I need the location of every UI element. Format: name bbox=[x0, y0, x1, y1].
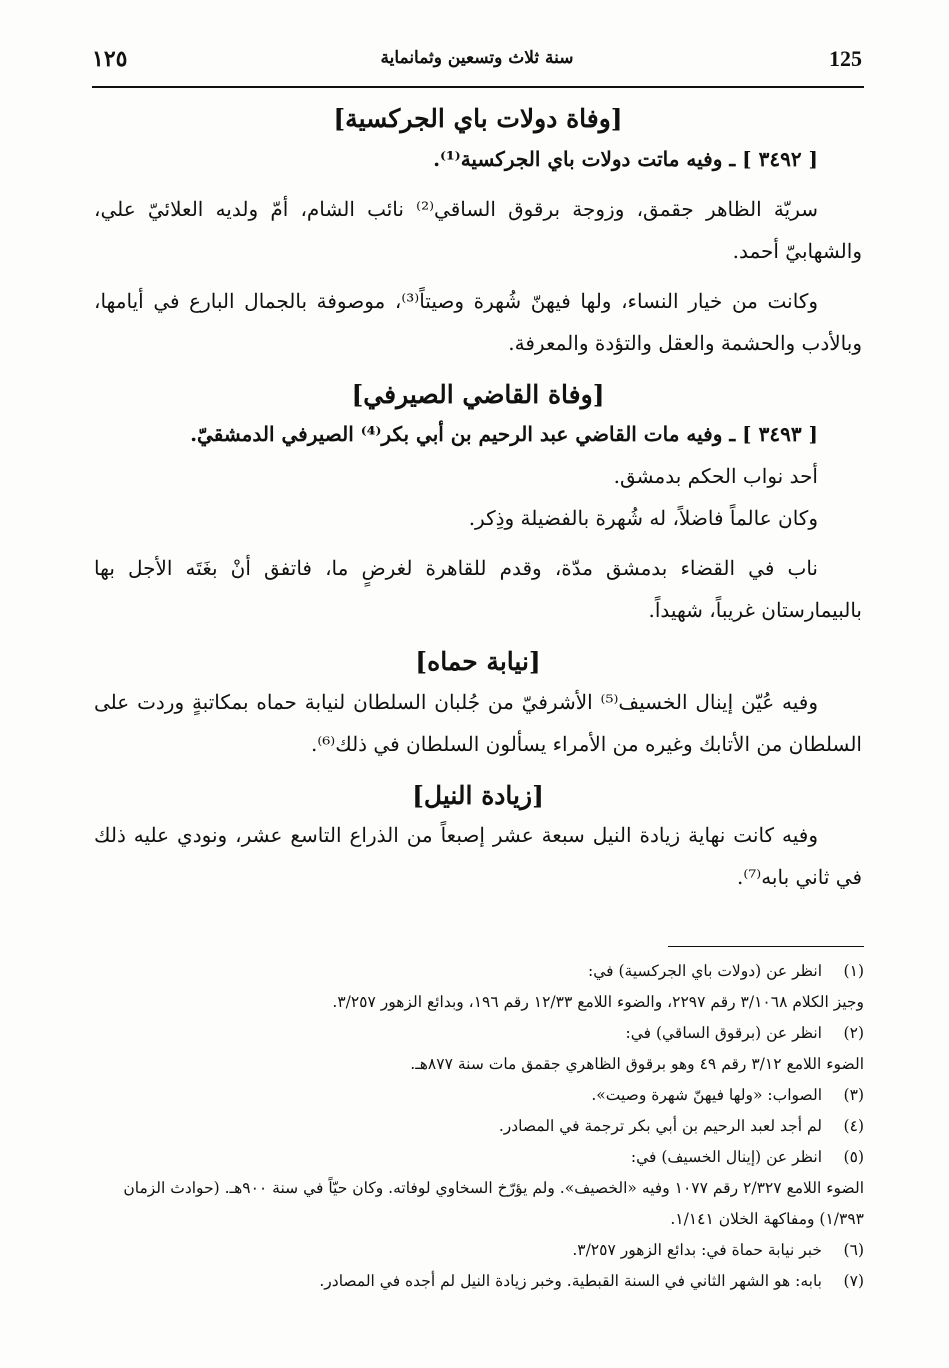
footnotes bbox=[94, 956, 864, 1297]
section-heading: [زيادة النيل] bbox=[412, 780, 544, 810]
paragraph: أحد نواب الحكم بدمشق. bbox=[613, 464, 818, 488]
footnote-line: لم أجد لعبد الرحيم بن أبي بكر ترجمة في المصادر. bbox=[498, 1117, 822, 1135]
main-text bbox=[94, 98, 862, 898]
paragraph: وكان عالماً فاضلاً، له شُهرة بالفضيلة وذِكر. bbox=[468, 506, 818, 530]
page-number-latin: 125 bbox=[829, 46, 862, 71]
entry-paragraph: [ ٣٤٩٣ ] ـ وفيه مات القاضي عبد الرحيم بن أبي بكر⁽⁴⁾ الصيرفي الدمشقيّ. bbox=[190, 422, 818, 446]
paragraph: ناب في القضاء بدمشق مدّة، وقدم للقاهرة لغرضٍ ما، فاتفق أنْ بغَتَه الأجل بها بالبيمارستان غريباً، شهيداً. bbox=[94, 556, 862, 622]
section-heading: [وفاة دولات باي الجركسية] bbox=[333, 104, 623, 133]
footnote-line: انظر عن (دولات باي الجركسية) في: bbox=[588, 962, 822, 980]
footnote bbox=[94, 1266, 864, 1297]
footnote-line: الضوء اللامع ٢/٣٢٧ رقم ١٠٧٧ وفيه «الخصيف». ولم يؤرّخ السخاوي لوفاته. وكان حيّاً في سنة ٩٠٠هـ. (حوادث الزمان ١/٣٩٣) ومفاكهة الخلان ١/١٤١. bbox=[123, 1179, 864, 1228]
section-heading: [وفاة القاضي الصيرفي] bbox=[351, 379, 605, 409]
footnote-line: انظر عن (برقوق الساقي) في: bbox=[625, 1024, 822, 1042]
footnote bbox=[94, 1142, 864, 1173]
footnote-line: بابه: هو الشهر الثاني في السنة القبطية. وخبر زيادة النيل لم أجده في المصادر. bbox=[319, 1272, 822, 1290]
footnote-line: خبر نيابة حماة في: بدائع الزهور ٣/٢٥٧. bbox=[572, 1241, 822, 1259]
footnote bbox=[94, 1173, 864, 1235]
paragraph: سريّة الظاهر جقمق، وزوجة برقوق الساقي⁽²⁾ نائب الشام، أمّ ولديه العلائيّ علي، والشهابيّ أحمد. bbox=[94, 196, 862, 263]
footnote bbox=[94, 1049, 864, 1080]
footnote-number: (٤) bbox=[843, 1117, 864, 1135]
running-title: سنة ثلاث وتسعين وثمانماية bbox=[380, 48, 574, 68]
page-number-arabic: ١٢٥ bbox=[92, 46, 128, 72]
footnote-line: وجيز الكلام ٣/١٠٦٨ رقم ٢٢٩٧، والضوء اللامع ١٢/٣٣ رقم ١٩٦، وبدائع الزهور ٣/٢٥٧. bbox=[332, 993, 864, 1011]
footnote-number: (٢) bbox=[843, 1024, 864, 1042]
footnote-number: (٥) bbox=[843, 1148, 864, 1166]
footnote-line: الصواب: «ولها فيهنّ شهرة وصيت». bbox=[591, 1086, 822, 1104]
footnote-rule bbox=[668, 946, 864, 947]
footnote bbox=[94, 1111, 864, 1142]
footnote-number: (٧) bbox=[843, 1272, 864, 1290]
entry-paragraph: [ ٣٤٩٢ ] ـ وفيه ماتت دولات باي الجركسية⁽¹⁾. bbox=[433, 146, 818, 171]
paragraph: وفيه كانت نهاية زيادة النيل سبعة عشر إصبعاً من الذراع التاسع عشر، ونودي عليه ذلك في ثاني بابه⁽⁷⁾. bbox=[94, 823, 862, 889]
footnote bbox=[94, 1080, 864, 1111]
footnote-number: (٦) bbox=[843, 1241, 864, 1259]
footnote bbox=[94, 1235, 864, 1266]
footnote bbox=[94, 1018, 864, 1049]
section-heading: [نيابة حماه] bbox=[415, 647, 541, 676]
paragraph: وكانت من خيار النساء، ولها فيهنّ شُهرة وصيتاً⁽³⁾، موصوفة بالجمال البارع في أيامها، وبالأدب والحشمة والعقل والتؤدة والمعرفة. bbox=[94, 288, 862, 355]
footnote-number: (١) bbox=[843, 962, 864, 980]
footnote bbox=[94, 987, 864, 1018]
paragraph: وفيه عُيّن إينال الخسيف⁽⁵⁾ الأشرفيّ من جُلبان السلطان لنيابة حماه بمكاتبةٍ وردت على السلطان من الأتابك وغيره من الأمراء يسألون السلطان في ذلك⁽⁶⁾. bbox=[94, 689, 862, 756]
header-rule bbox=[92, 86, 864, 88]
footnote-line: الضوء اللامع ٣/١٢ رقم ٤٩ وهو برقوق الظاهري جقمق مات سنة ٨٧٧هـ. bbox=[410, 1055, 864, 1073]
page-header bbox=[92, 42, 862, 86]
footnote-number: (٣) bbox=[843, 1086, 864, 1104]
footnote-line: انظر عن (إينال الخسيف) في: bbox=[630, 1148, 822, 1166]
footnote bbox=[94, 956, 864, 987]
